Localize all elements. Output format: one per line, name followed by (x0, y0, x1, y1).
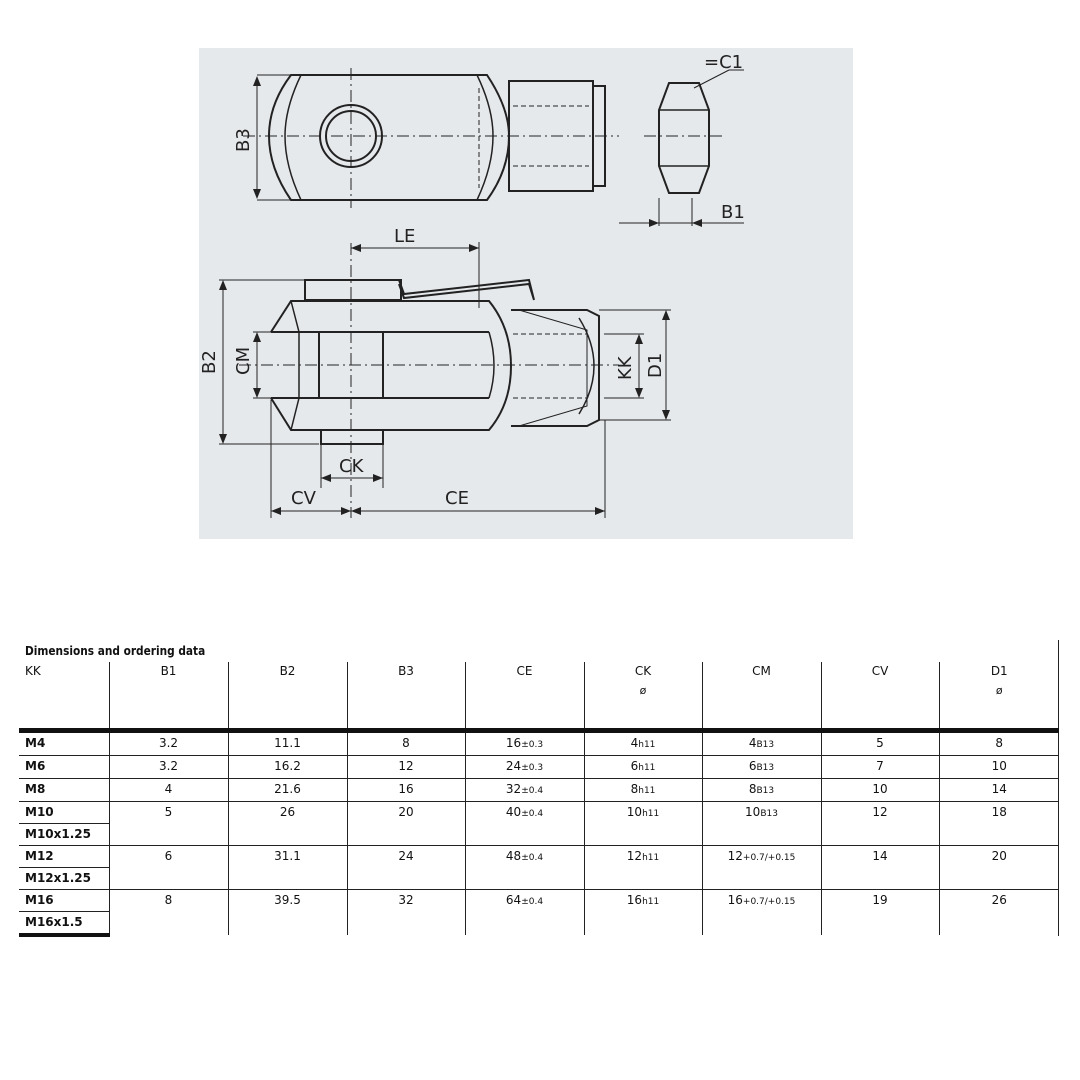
table-row (19, 756, 1059, 779)
cell-b1: 5 (109, 802, 228, 846)
cell-d1: 18 (939, 802, 1059, 846)
cell-kk: M12 (19, 846, 109, 868)
diameter-symbol: ø (639, 684, 647, 697)
dimensions-table (19, 662, 1059, 937)
cell-kk-alt: M10x1.25 (19, 824, 109, 846)
cell-kk-alt: M16x1.5 (19, 912, 109, 936)
cell-b1: 6 (109, 846, 228, 890)
cell-b3: 8 (347, 731, 465, 756)
table-row (19, 890, 1059, 912)
cell-ck: 16h11 (584, 890, 702, 936)
cell-ce: 48±0.4 (465, 846, 584, 890)
cell-b3: 32 (347, 890, 465, 936)
cell-cv: 10 (821, 779, 939, 802)
cell-cv: 19 (821, 890, 939, 936)
dim-label-ck: CK (339, 456, 364, 477)
cell-kk: M8 (19, 779, 109, 802)
cell-d1: 26 (939, 890, 1059, 936)
spring-clip (305, 280, 401, 300)
header-b2: B2 (228, 662, 347, 731)
cell-ce: 32±0.4 (465, 779, 584, 802)
header-ce: CE (465, 662, 584, 731)
cell-d1: 8 (939, 731, 1059, 756)
dim-label-le: LE (394, 226, 416, 247)
cell-ce: 16±0.3 (465, 731, 584, 756)
cell-b2: 16.2 (228, 756, 347, 779)
header-cm: CM (702, 662, 821, 731)
header-b3: B3 (347, 662, 465, 731)
dim-label-kk: KK (615, 356, 636, 380)
cell-cv: 12 (821, 802, 939, 846)
cell-kk: M6 (19, 756, 109, 779)
cell-b3: 12 (347, 756, 465, 779)
clevis-top-body (269, 75, 509, 200)
cell-cm: 4B13 (702, 731, 821, 756)
header-b1: B1 (109, 662, 228, 731)
cell-cv: 7 (821, 756, 939, 779)
hex-nut (659, 83, 709, 193)
cell-ce: 24±0.3 (465, 756, 584, 779)
cell-kk: M10 (19, 802, 109, 824)
table-row (19, 779, 1059, 802)
dim-label-b3: B3 (233, 128, 254, 152)
cell-ck: 12h11 (584, 846, 702, 890)
header-kk: KK (19, 662, 109, 731)
header-cv: CV (821, 662, 939, 731)
diameter-symbol: ø (995, 684, 1003, 697)
dim-label-b1: B1 (721, 202, 745, 223)
cell-b1: 3.2 (109, 731, 228, 756)
cell-cm: 16+0.7/+0.15 (702, 890, 821, 936)
cell-b1: 3.2 (109, 756, 228, 779)
dim-label-d1: D1 (645, 352, 666, 378)
cell-ck: 6h11 (584, 756, 702, 779)
cell-ce: 40±0.4 (465, 802, 584, 846)
cell-cm: 8B13 (702, 779, 821, 802)
cell-b3: 20 (347, 802, 465, 846)
clevis-drawing (199, 48, 853, 539)
table-row (19, 731, 1059, 756)
cell-ce: 64±0.4 (465, 890, 584, 936)
dim-label-cm: CM (233, 346, 254, 375)
cell-cm: 10B13 (702, 802, 821, 846)
cell-b3: 24 (347, 846, 465, 890)
cell-cv: 5 (821, 731, 939, 756)
cell-ck: 4h11 (584, 731, 702, 756)
cell-b2: 39.5 (228, 890, 347, 936)
cell-cm: 12+0.7/+0.15 (702, 846, 821, 890)
cell-ck: 8h11 (584, 779, 702, 802)
cell-b1: 8 (109, 890, 228, 936)
cell-b3: 16 (347, 779, 465, 802)
cell-kk: M4 (19, 731, 109, 756)
dim-label-ce: CE (445, 488, 469, 509)
cell-d1: 20 (939, 846, 1059, 890)
dim-label-c1: =C1 (704, 52, 744, 73)
cell-b2: 11.1 (228, 731, 347, 756)
table-row (19, 846, 1059, 868)
cell-cm: 6B13 (702, 756, 821, 779)
table-body (19, 731, 1059, 936)
cell-b2: 21.6 (228, 779, 347, 802)
table-header-row (19, 662, 1059, 731)
cell-d1: 14 (939, 779, 1059, 802)
dim-label-cv: CV (291, 488, 316, 509)
cell-cv: 14 (821, 846, 939, 890)
table-row (19, 802, 1059, 824)
cell-kk-alt: M12x1.25 (19, 868, 109, 890)
dim-label-b2: B2 (199, 350, 220, 374)
cell-b2: 26 (228, 802, 347, 846)
header-d1: D1 ø (939, 662, 1059, 731)
cell-d1: 10 (939, 756, 1059, 779)
cell-ck: 10h11 (584, 802, 702, 846)
cell-b2: 31.1 (228, 846, 347, 890)
pin-head (321, 430, 383, 444)
cell-kk: M16 (19, 890, 109, 912)
cell-b1: 4 (109, 779, 228, 802)
technical-drawing-panel (199, 48, 853, 539)
table-title: Dimensions and ordering data (25, 644, 206, 658)
header-ck: CK ø (584, 662, 702, 731)
